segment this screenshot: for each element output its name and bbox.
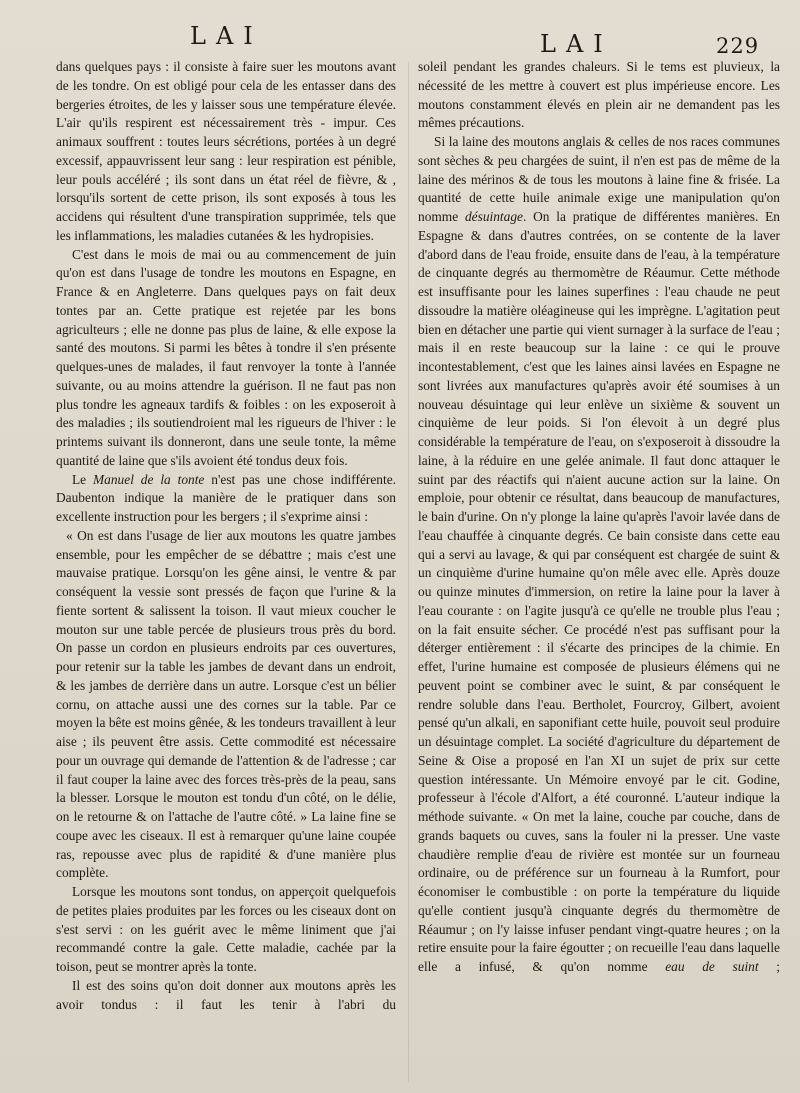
paragraph: Lorsque les moutons sont tondus, on apperçoit quelquefois de petites plaies produites par les forces ou les ciseaux dont on s'est servi : on les guérit avec le même liniment que j'ai recommandé contre la gale. Cette maladie, cachée par la toison, peut se montrer après la tonte. [56, 884, 396, 974]
italic-term: eau de suint [665, 959, 759, 974]
paragraph [418, 133, 780, 977]
right-column [418, 58, 780, 1086]
page-number: 229 [716, 34, 760, 58]
paragraph: C'est dans le mois de mai ou au commencement de juin qu'on est dans l'usage de tondre les moutons en Espagne, en France & en Angleterre. Dans quelques pays on fait deux tontes par an. Cette pratique est rejetée par les bons agriculteurs ; elle ne donne pas plus de laine, & elle expose la santé des moutons. Si parmi les bêtes à tondre il s'en présente quelques-unes de malades, il faut renvoyer la tonte à l'année suivante, ou au moins attendre la guérison. Il ne faut pas non plus tondre les agneaux tardifs & foibles : on les exposeroit à des maladies ; ils soutiendroient mal les rigueurs de l'hiver : le printems suivant ils donneront, dans une seule tonte, la même quantité de laine que s'ils avoient été tondus deux fois. [56, 246, 396, 468]
column-gutter [408, 62, 409, 1082]
running-head-left: LAI [190, 22, 263, 50]
paragraph: Il est des soins qu'on doit donner aux moutons après les avoir tondus : il faut les tenir à l'abri du [56, 977, 396, 1012]
paragraph-text: . On la pratique de différentes manières. En Espagne & dans d'autres contrées, on se contente de la laver d'abord dans de l'eau froide, ensuite dans de l'eau, à la température de cinquante degrés au thermomètre de Réaumur. Cette méthode est insuffisante pour les laines superfines : l'eau chaude ne peut dissoudre la matière oléagineuse qui les imprègne. L'agitation peut bien en détacher une partie qui vient surnager à la surface de l'eau ; mais il en reste beaucoup sur la laine : ce qui le prouve incontestablement, c'est que les laines ainsi lavées en Espagne ne sont livrées aux manufactures qu'après avoir été soumises à un nouveau désuintage qui leur enlève un sixième & souvent un cinquième de leur poids. Si l'on élevoit à un degré plus considérable la température de l'eau, on s'exposeroit à dissoudre la laine, à la réduire en une gelée animale. Il faut donc attaquer le suint par des réactifs qui n'aient aucune action sur la laine. On emploie, pour obtenir ce résultat, dans beaucoup de manufactures, le bain d'urine. On n'y plonge la laine qu'après l'avoir lavée dans de l'eau chauffée à cinquante degrés. Ce bain consiste dans cette eau qui a servi au lavage, & qui par conséquent est chargée de suint & un cinquième d'urine humaine qu'on mêle avec elle. Après douze ou quinze minutes d'immersion, on retire la laine pour la laver à l'eau courante : on l'agite jusqu'à ce qu'elle ne trouble plus l'eau ; on la fait ensuite sécher. Ce procédé n'est pas suffisant pour la déterger entièrement : il s'écarte des principes de la chimie. En effet, l'urine humaine est composée de plusieurs élémens qui ne peuvent point se combiner avec le suint, & par conséquent le rendre soluble dans l'eau. Bertholet, Fourcroy, Gilbert, avoient pensé qu'un alkali, en saponifiant cette huile, pouvoit seul produire un désuintage complet. La société d'agriculture du département de Seine & Oise a proposé en l'an XI un sujet de prix sur cette question intéressante. Un Mémoire envoyé par le cit. Godine, professeur à l'école d'Alfort, a été couronné. L'auteur indique la méthode suivante. « On met la laine, couche par couche, dans de grands baquets ou cuves, sans la fouler ni la presser. Une vaste chaudière remplie d'eau de rivière est montée sur un fourneau ordinaire, ou de préférence sur un fourneau à la Rumfort, pour économiser le combustible : on porte la température du liquide qu'elle contient jusqu'à cinquante degrés du thermomètre de Réaumur ; on l'y laisse infuser pendant vingt-quatre heures ; on la retire ensuite pour la faire égoutter ; on recueille l'eau dans laquelle elle a infusé, & qu'on nomme [418, 209, 780, 974]
paragraph: soleil pendant les grandes chaleurs. Si le tems est pluvieux, la nécessité de les mettre à couvert est plus impérieuse encore. Les moutons constamment élevés en plein air ne demandent pas les mêmes précautions. [418, 59, 780, 131]
running-head-right: LAI [540, 30, 613, 58]
quotation-paragraph: « On est dans l'usage de lier aux moutons les quatre jambes ensemble, pour les empêcher de se débattre ; mais c'est une mauvaise pratique. Lorsqu'on les gêne ainsi, le ventre & par conséquent la vessie sont pressés de façon que l'urine & la fiente sortent & salissent la toison. Il vaut mieux coucher le mouton sur une table percée de plusieurs trous près du bord. On passe un cordon en plusieurs endroits par ces ouvertures, pour retenir sur la table les jambes de devant dans un endroit, & les jambes de derrière dans un autre. Lorsque c'est un bélier cornu, on attache aussi une des cornes sur la table. Par ce moyen la bête est moins gênée, & les tondeurs travaillent à leur aise ; ils peuvent être assis. Cette commodité est nécessaire pour un ouvrage qui demande de l'attention & de l'adresse ; car il faut couper la laine avec des forces très-près de la peau, sans la blesser. Lorsque le mouton est tondu d'un côté, on le délie, on le retourne & on l'attache de l'autre côté. » La laine fine se coupe avec les ciseaux. Il est à remarquer qu'une laine coupée ras, repousse avec plus de rapidité & d'une manière plus complète. [56, 527, 396, 881]
paragraph-text: Le [72, 471, 94, 487]
paragraph: dans quelques pays : il consiste à faire suer les moutons avant de les tondre. On est obligé pour cela de les entasser dans des bergeries étroites, de les y laisser sous une température élevée. L'air qu'ils respirent est nécessairement très - impur. Ces animaux souffrent : toutes leurs sécrétions, portées à un degré excessif, appauvrissent leur sang : leur respiration est pénible, leur pouls accéléré ; ils sont dans un état réel de fièvre, & , lorsqu'ils sortent de cette prison, ils sont exposés à tous les accidens qui résultent d'une transpiration supprimée, tels que les inflammations, les maladies cutanées & les hydropisies. [56, 59, 396, 243]
paragraph-text: Si la laine des moutons anglais & celles de nos races communes sont sèches & peu chargées de suint, il n'en est pas de même de la laine des mérinos & de tous les moutons à laine fine & frisée. La quantité de cette huile animale exige une manipulation qu'on nomme [418, 134, 780, 224]
running-header [0, 16, 800, 56]
italic-term: désuintage [464, 209, 523, 224]
paragraph [56, 471, 396, 527]
left-column [56, 58, 396, 1086]
italic-title: Manuel de la tonte [93, 471, 205, 487]
paragraph-text: n'est pas une chose indifférente. Daubenton indique la manière de le pratiquer dans son excellente instruction pour les bergers ; il s'exprime ainsi : [56, 471, 396, 524]
paragraph-text: ; [758, 959, 780, 974]
